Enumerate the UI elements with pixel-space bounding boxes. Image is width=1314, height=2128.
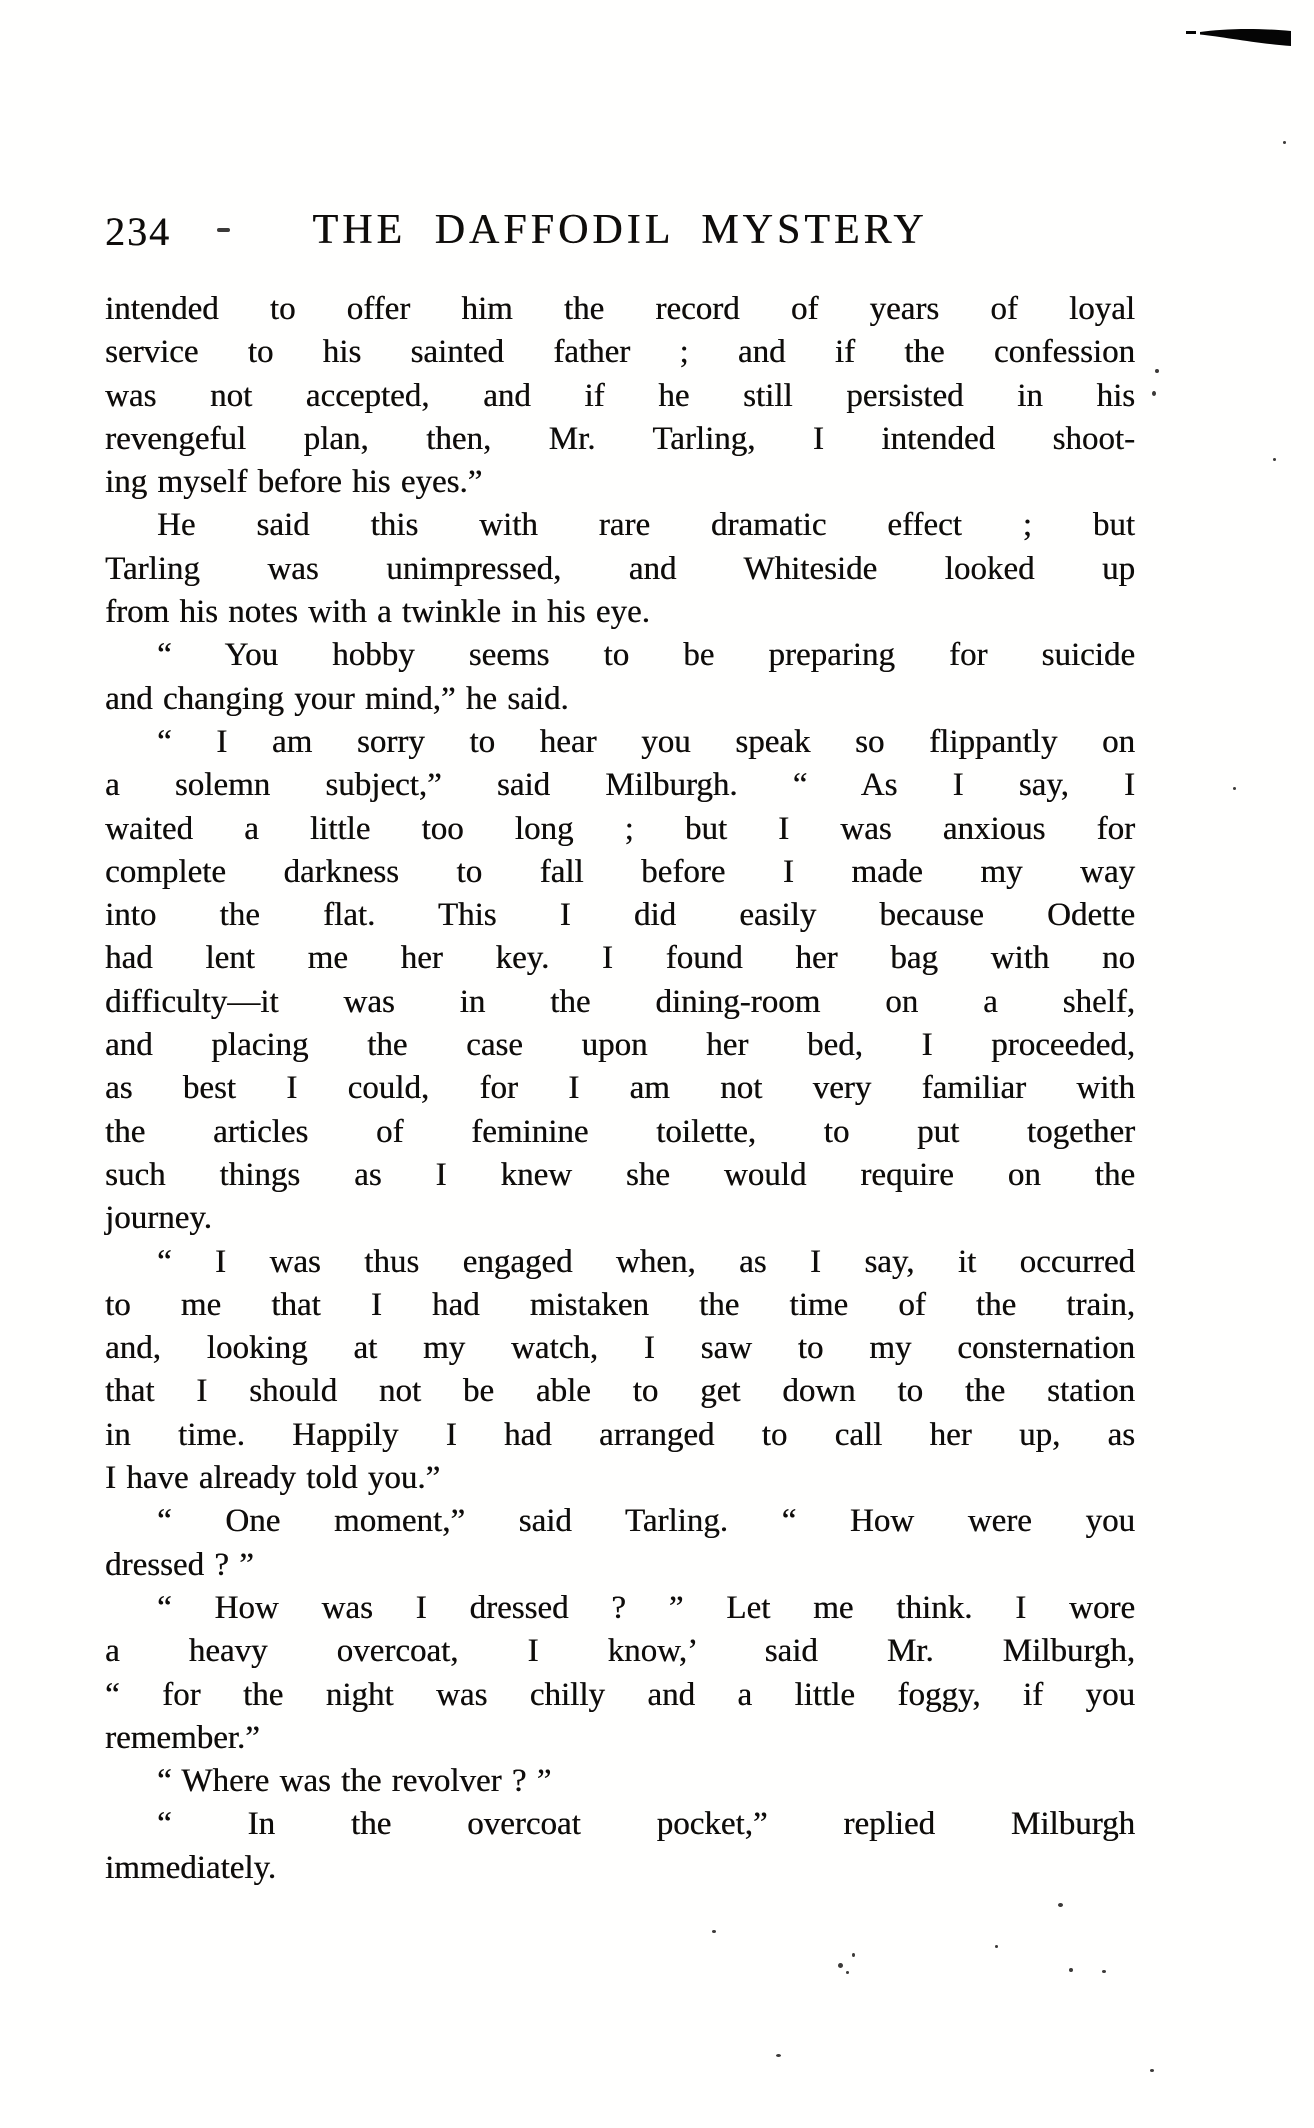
text-line: the articles of feminine toilette, to put together [105,1113,1135,1150]
text-line: immediately. [105,1849,277,1886]
text-line: such things as I knew she would require on the [105,1156,1135,1193]
page-number: 234 [105,209,171,254]
text-line: service to his sainted father ; and if the confession [105,334,1135,371]
text-line: a solemn subject,” said Milburgh. “ As I say, I [105,767,1135,804]
text-line: in time. Happily I had arranged to call her up, as [105,1416,1135,1453]
text-line: into the flat. This I did easily because Odette [105,897,1135,934]
text-line: and placing the case upon her bed, I proceeded, [105,1027,1135,1064]
page-title: THE DAFFODIL MYSTERY [312,207,928,253]
text-line: “ Where was the revolver ? ” [157,1763,552,1800]
text-line: I have already told you.” [105,1460,441,1497]
scan-speck [1058,1903,1063,1907]
text-line: that I should not be able to get down to the station [105,1373,1135,1410]
text-line: waited a little too long ; but I was anxious for [105,810,1135,847]
scan-speck [776,2054,781,2057]
text-line: “ for the night was chilly and a little foggy, if you [105,1676,1135,1713]
text-line: to me that I had mistaken the time of the train, [105,1286,1135,1323]
text-line: had lent me her key. I found her bag with no [105,940,1135,977]
text-line: He said this with rare dramatic effect ; but [157,507,1135,544]
text-line: ing myself before his eyes.” [105,464,483,501]
text-line: Tarling was unimpressed, and Whiteside looked up [105,550,1135,587]
scan-speck [995,1945,998,1948]
text-line: difficulty—it was in the dining-room on a shelf, [105,983,1135,1020]
text-line: was not accepted, and if he still persisted in his [105,377,1135,414]
text-line: dressed ? ” [105,1546,254,1583]
scan-speck [1273,458,1276,461]
text-line: as best I could, for I am not very familiar with [105,1070,1135,1107]
scan-speck [1155,369,1159,373]
text-line: “ I was thus engaged when, as I say, it occurred [157,1243,1135,1280]
text-line: “ You hobby seems to be preparing for suicide [157,637,1135,674]
scan-speck [1102,1970,1106,1973]
scan-speck [1069,1968,1073,1972]
text-line: intended to offer him the record of years of loyal [105,291,1135,327]
scan-speck [1152,391,1156,396]
scan-speck [1233,787,1236,790]
scan-speck [1283,141,1286,144]
text-line: and, looking at my watch, I saw to my consternation [105,1330,1135,1367]
text-line: “ I am sorry to hear you speak so flippantly on [157,723,1135,760]
scan-speck [712,1930,716,1933]
text-line: complete darkness to fall before I made my way [105,853,1135,890]
scan-speck [852,1953,855,1957]
text-block [105,288,1135,1890]
scan-speck [217,228,230,232]
text-line: a heavy overcoat, I know,’ said Mr. Milburgh, [105,1633,1135,1670]
running-head [105,206,1135,258]
text-line: and changing your mind,” he said. [105,680,569,717]
scan-speck [846,1971,849,1974]
text-line: journey. [105,1200,212,1237]
text-line: revengeful plan, then, Mr. Tarling, I intended shoot- [105,420,1135,457]
scan-speck [838,1963,843,1968]
text-line: “ One moment,” said Tarling. “ How were you [157,1503,1135,1540]
text-line: from his notes with a twinkle in his eye. [105,594,650,631]
text-line: “ In the overcoat pocket,” replied Milburgh [157,1806,1135,1843]
text-line: remember.” [105,1719,260,1756]
scan-speck [1150,2069,1154,2072]
text-line: “ How was I dressed ? ” Let me think. I wore [157,1589,1135,1626]
